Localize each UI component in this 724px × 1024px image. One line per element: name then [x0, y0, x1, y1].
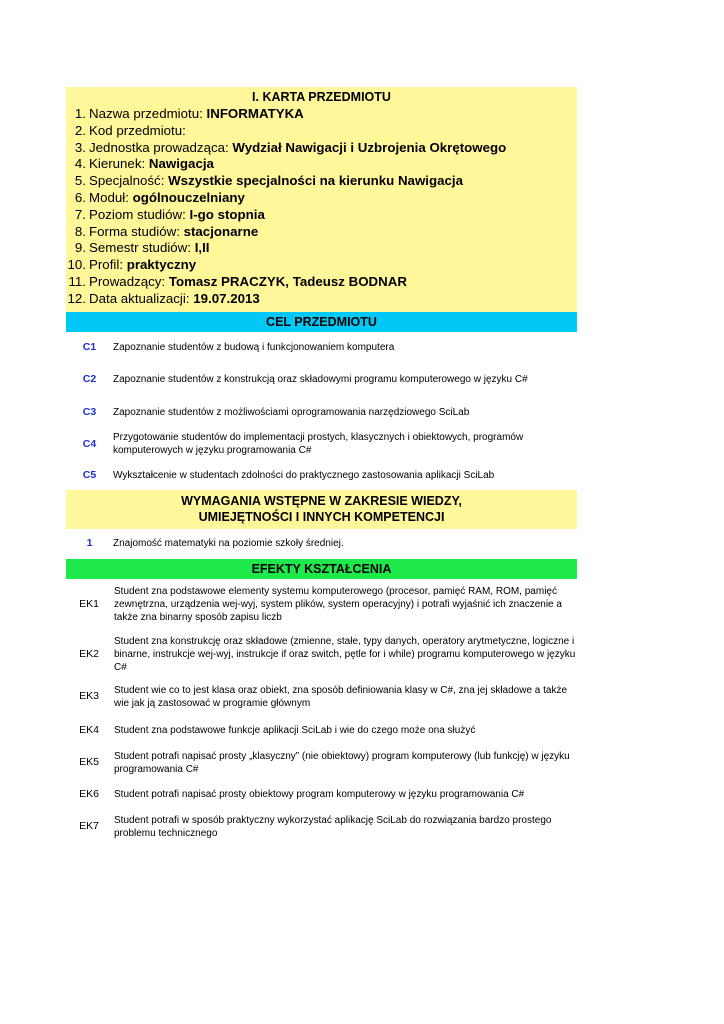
outcome-code: EK1	[79, 598, 99, 611]
outcome-text: Student potrafi napisać prosty obiektowy program komputerowy w języku programowania C#	[114, 789, 525, 801]
course-card-row	[66, 274, 577, 291]
row-label: Jednostka prowadząca:	[89, 139, 229, 155]
objective-text: Zapoznanie studentów z konstrukcją oraz składowymi programu komputerowego w języku C#	[113, 374, 528, 386]
outcome-row	[66, 715, 577, 746]
outcome-row	[66, 631, 577, 679]
objective-code: C2	[82, 373, 97, 386]
row-number: 3.	[74, 139, 86, 155]
objective-code: C5	[82, 468, 97, 481]
row-number: 1.	[74, 106, 86, 121]
prerequisite-code: 1	[86, 537, 93, 550]
objective-code: C4	[82, 437, 97, 450]
outcome-row	[66, 780, 577, 810]
row-number: 10.	[67, 257, 86, 273]
row-number: 11.	[68, 273, 86, 289]
row-number: 4.	[74, 156, 86, 172]
objective-row	[66, 428, 577, 461]
row-value: Wydział Nawigacji i Uzbrojenia Okrętowego	[232, 139, 507, 155]
row-value: I-go stopnia	[189, 206, 265, 222]
objective-text: Zapoznanie studentów z możliwościami oprogramowania narzędziowego SciLab	[113, 406, 470, 418]
outcome-code: EK7	[79, 820, 99, 833]
outcome-text: Student zna podstawowe funkcje aplikacji SciLab i wie do czego może ona służyć	[114, 724, 476, 736]
outcome-row	[66, 810, 577, 844]
row-number: 9.	[74, 240, 86, 256]
course-card-row	[66, 224, 577, 241]
row-label: Moduł:	[89, 189, 129, 205]
row-label: Kod przedmiotu:	[89, 122, 186, 138]
course-card-rows	[66, 106, 577, 308]
learning-outcomes-list	[66, 579, 577, 844]
objective-row	[66, 397, 577, 428]
outcome-text: Student zna podstawowe elementy systemu komputerowego (procesor, pamięć RAM, ROM, pamięć zewnętrzna, urządzenia wej-wyj, system plików, system operacyjny) i potrafi wyjaśnić ich znaczenie a także zna binarny sposób zapisu liczb	[114, 586, 562, 624]
row-number: 2.	[74, 122, 86, 138]
objective-text: Przygotowanie studentów do implementacji prostych, klasycznych i obiektowych, programów komputerowych w języku programowania C#	[113, 432, 524, 457]
objective-text: Wykształcenie w studentach zdolności do praktycznego zastosowania aplikacji SciLab	[113, 469, 495, 481]
row-number: 5.	[74, 173, 86, 189]
row-value: Wszystkie specjalności na kierunku Nawigacja	[168, 173, 463, 189]
prerequisites-title-line1: WYMAGANIA WSTĘPNE W ZAKRESIE WIEDZY,	[181, 493, 462, 508]
row-value: I,II	[194, 240, 210, 256]
course-card-row	[66, 140, 577, 157]
row-value: ogólnouczelniany	[132, 189, 245, 205]
course-card-row	[66, 156, 577, 173]
outcome-code: EK5	[79, 756, 99, 769]
row-label: Forma studiów:	[89, 223, 180, 239]
objective-row	[66, 332, 577, 363]
row-label: Specjalność:	[89, 173, 165, 189]
row-number: 12.	[67, 290, 86, 306]
outcome-row	[66, 579, 577, 631]
prerequisite-text: Znajomość matematyki na poziomie szkoły średniej.	[113, 538, 344, 550]
row-value: Tomasz PRACZYK, Tadeusz BODNAR	[168, 273, 407, 289]
outcome-row	[66, 679, 577, 715]
row-label: Prowadzący:	[89, 273, 166, 289]
course-card-row	[66, 173, 577, 190]
objective-code: C3	[82, 405, 97, 418]
outcome-text: Student potrafi napisać prosty „klasyczny” (nie obiektowy) program komputerowy (lub funkcję) w języku programowania C#	[114, 750, 570, 775]
course-card-row	[66, 257, 577, 274]
objective-row	[66, 461, 577, 490]
outcome-code: EK2	[79, 648, 99, 661]
row-value: INFORMATYKA	[206, 106, 304, 121]
row-label: Kierunek:	[89, 156, 146, 172]
row-number: 8.	[74, 223, 86, 239]
course-card-row	[66, 240, 577, 257]
outcome-code: EK3	[79, 690, 99, 703]
outcome-code: EK4	[79, 723, 99, 736]
prerequisites-header	[66, 490, 577, 529]
course-sheet	[66, 87, 577, 844]
row-label: Semestr studiów:	[89, 240, 191, 256]
objective-code: C1	[82, 340, 97, 353]
objectives-list	[66, 332, 577, 490]
row-value: 19.07.2013	[193, 290, 260, 306]
row-label: Profil:	[89, 257, 123, 273]
row-label: Nazwa przedmiotu:	[89, 106, 203, 121]
row-number: 6.	[74, 189, 86, 205]
row-value: stacjonarne	[183, 223, 259, 239]
course-card-row	[66, 106, 577, 123]
row-label: Data aktualizacji:	[89, 290, 190, 306]
course-card-row	[66, 123, 577, 140]
row-value: praktyczny	[126, 257, 197, 273]
course-card-row	[66, 207, 577, 224]
course-card-row	[66, 291, 577, 308]
outcome-text: Student wie co to jest klasa oraz obiekt, zna sposób definiowania klasy w C#, zna jej składowe a także wie jak ją zastosować w programie głównym	[114, 684, 568, 709]
course-card-row	[66, 190, 577, 207]
prerequisite-row	[66, 529, 577, 559]
outcome-text: Student zna konstrukcję oraz składowe (zmienne, stałe, typy danych, operatory arytmetyczne, logiczne i binarne, instrukcje wej-wyj, instrukcje if oraz switch, pętle for i while) programu komputerowego w języku C#	[114, 636, 576, 674]
learning-outcomes-header: EFEKTY KSZTAŁCENIA	[66, 559, 577, 579]
objective-text: Zapoznanie studentów z budową i funkcjonowaniem komputera	[113, 341, 395, 353]
row-value: Nawigacja	[148, 156, 214, 172]
outcome-row	[66, 746, 577, 780]
prerequisites-list	[66, 529, 577, 559]
row-number: 7.	[74, 206, 86, 222]
course-card-title: I. KARTA PRZEDMIOTU	[252, 90, 391, 104]
outcome-text: Student potrafi w sposób praktyczny wykorzystać aplikację SciLab do rozwiązania bardzo prostego problemu technicznego	[114, 814, 552, 839]
objectives-header: CEL PRZEDMIOTU	[66, 312, 577, 332]
course-card-section	[66, 87, 577, 312]
objective-row	[66, 363, 577, 397]
prerequisites-title-line2: UMIEJĘTNOŚCI I INNYCH KOMPETENCJI	[198, 509, 445, 524]
row-label: Poziom studiów:	[89, 206, 186, 222]
outcome-code: EK6	[79, 788, 99, 801]
